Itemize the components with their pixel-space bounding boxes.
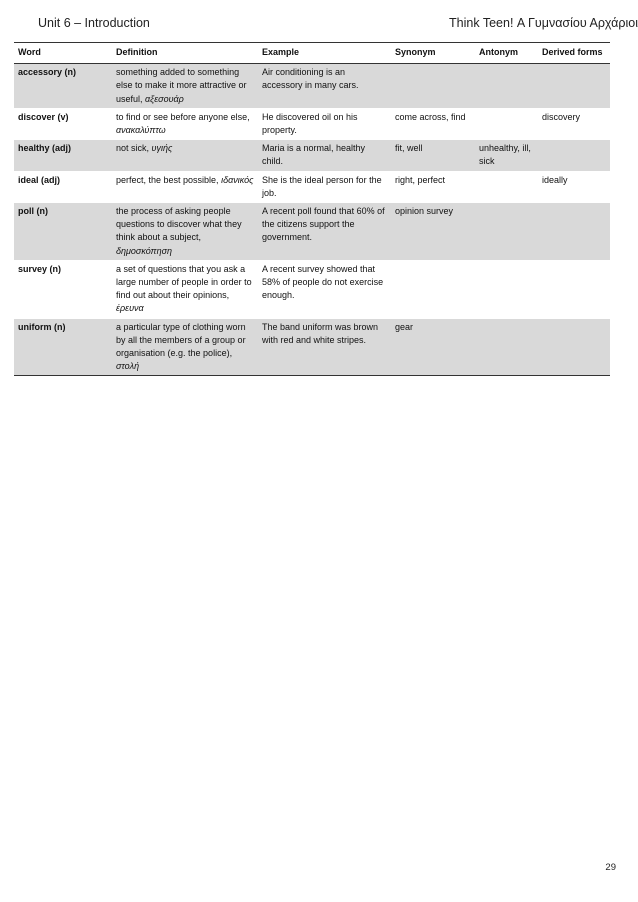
definition-cell <box>112 203 258 261</box>
synonym-cell: right, perfect <box>391 171 475 202</box>
column-header-definition: Definition <box>112 43 258 64</box>
word-cell: healthy (adj) <box>14 140 112 171</box>
table-row <box>14 260 610 318</box>
derived-forms-cell <box>538 64 610 109</box>
table-row <box>14 64 610 109</box>
synonym-cell: gear <box>391 318 475 376</box>
greek-translation: δημοσκόπηση <box>116 245 173 256</box>
synonym-cell <box>391 260 475 318</box>
derived-forms-cell: ideally <box>538 171 610 202</box>
definition-text: to find or see before anyone else, <box>116 111 250 122</box>
antonym-cell <box>475 260 538 318</box>
synonym-cell: fit, well <box>391 140 475 171</box>
table-row <box>14 318 610 376</box>
definition-cell <box>112 64 258 109</box>
antonym-cell <box>475 64 538 109</box>
synonym-cell <box>391 64 475 109</box>
antonym-cell <box>475 108 538 139</box>
example-cell: She is the ideal person for the job. <box>258 171 391 202</box>
derived-forms-cell: discovery <box>538 108 610 139</box>
table-row <box>14 171 610 202</box>
derived-forms-cell <box>538 140 610 171</box>
greek-translation: ιδανικός <box>221 174 254 185</box>
table-row <box>14 140 610 171</box>
definition-text: the process of asking people questions to discover what they think about a subject, <box>116 206 242 243</box>
page-number: 29 <box>605 862 616 873</box>
example-cell: A recent poll found that 60% of the citizens support the government. <box>258 203 391 261</box>
column-header-antonym: Antonym <box>475 43 538 64</box>
example-cell: The band uniform was brown with red and white stripes. <box>258 318 391 376</box>
word-cell: accessory (n) <box>14 64 112 109</box>
definition-cell <box>112 171 258 202</box>
greek-translation: στολή <box>116 361 140 372</box>
example-cell: A recent survey showed that 58% of people do not exercise enough. <box>258 260 391 318</box>
definition-cell <box>112 318 258 376</box>
column-header-synonym: Synonym <box>391 43 475 64</box>
antonym-cell <box>475 318 538 376</box>
definition-text: perfect, the best possible, <box>116 174 219 185</box>
antonym-cell: unhealthy, ill, sick <box>475 140 538 171</box>
derived-forms-cell <box>538 318 610 376</box>
word-cell: uniform (n) <box>14 318 112 376</box>
column-header-derived-forms: Derived forms <box>538 43 610 64</box>
column-header-example: Example <box>258 43 391 64</box>
synonym-cell: come across, find <box>391 108 475 139</box>
greek-translation: ανακαλύπτω <box>116 125 166 136</box>
example-cell: Air conditioning is an accessory in many cars. <box>258 64 391 109</box>
definition-text: a particular type of clothing worn by all the members of a group or organisation (e.g. the police), <box>116 321 246 359</box>
greek-translation: υγιής <box>151 143 173 154</box>
definition-cell <box>112 140 258 171</box>
greek-translation: αξεσουάρ <box>145 93 184 104</box>
definition-text: something added to something else to make it more attractive or useful, <box>116 67 247 104</box>
word-cell: ideal (adj) <box>14 171 112 202</box>
example-cell: Maria is a normal, healthy child. <box>258 140 391 171</box>
column-header-word: Word <box>14 43 112 64</box>
synonym-cell: opinion survey <box>391 203 475 261</box>
definition-cell <box>112 260 258 318</box>
antonym-cell <box>475 203 538 261</box>
vocabulary-table <box>14 42 610 376</box>
table-header-row <box>14 43 610 64</box>
definition-text: not sick, <box>116 143 150 154</box>
unit-title: Unit 6 – Introduction <box>38 16 150 30</box>
antonym-cell <box>475 171 538 202</box>
greek-translation: έρευνα <box>116 303 144 314</box>
derived-forms-cell <box>538 203 610 261</box>
example-cell: He discovered oil on his property. <box>258 108 391 139</box>
word-cell: survey (n) <box>14 260 112 318</box>
table-row <box>14 108 610 139</box>
definition-text: a set of questions that you ask a large number of people in order to find out about their opinions, <box>116 263 252 301</box>
word-cell: poll (n) <box>14 203 112 261</box>
table-row <box>14 203 610 261</box>
definition-cell <box>112 108 258 139</box>
derived-forms-cell <box>538 260 610 318</box>
word-cell: discover (v) <box>14 108 112 139</box>
book-title: Think Teen! Α Γυμνασίου Αρχάριοι <box>449 16 638 30</box>
